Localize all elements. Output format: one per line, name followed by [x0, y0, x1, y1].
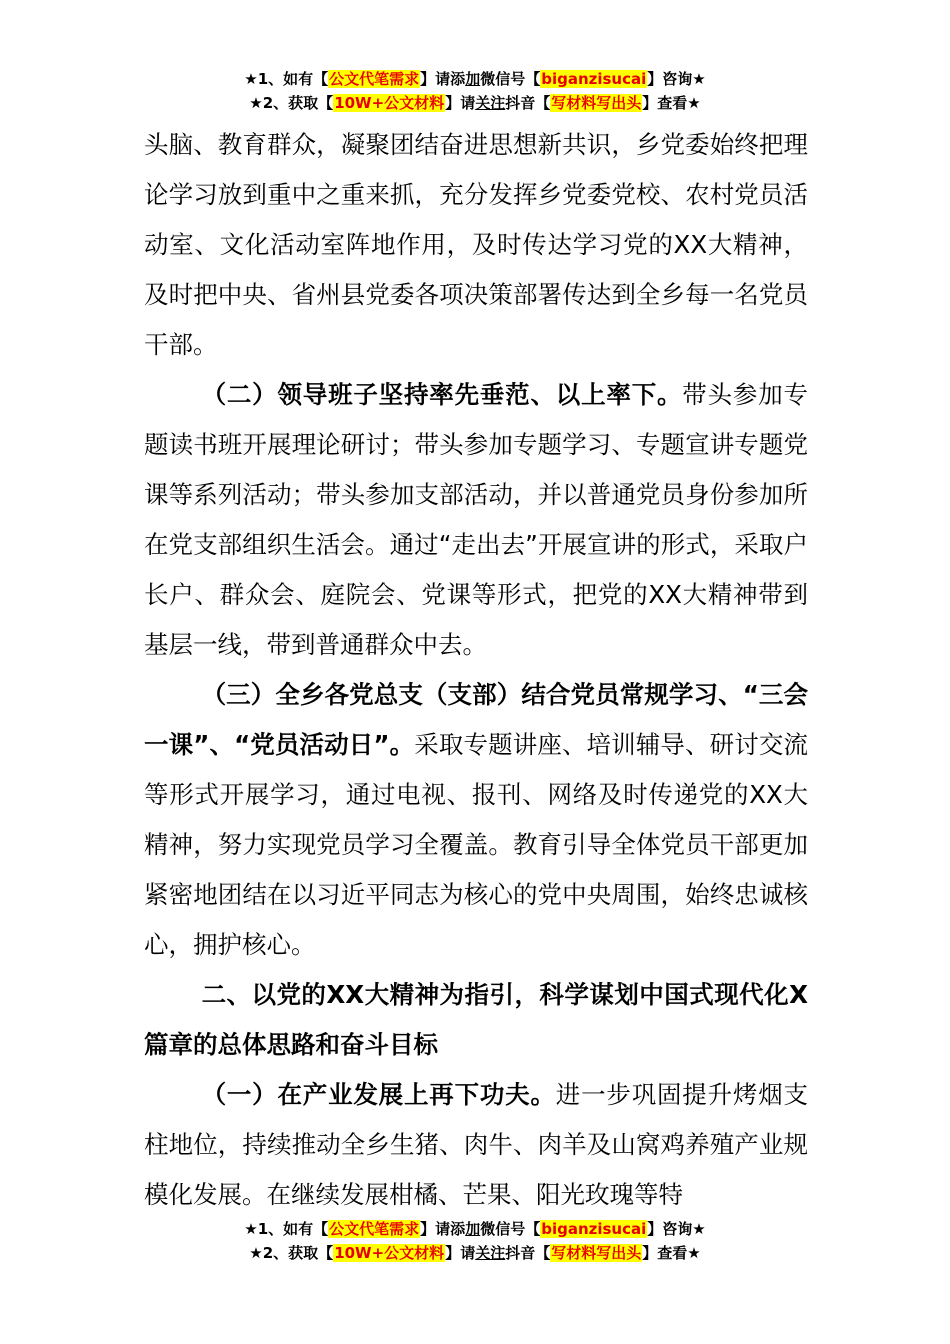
- banner-line-2: [0, 1242, 950, 1266]
- banner-text: 】咨询★: [647, 70, 706, 88]
- highlight-service: 公文代笔需求: [329, 1220, 420, 1238]
- banner-text: 】请: [445, 94, 476, 112]
- highlight-douyin: 写材料写出头: [551, 94, 642, 112]
- banner-text: 】咨询★: [647, 1220, 706, 1238]
- banner-text: 抖音【: [505, 1244, 551, 1262]
- highlight-wechat-id: biganzisucai: [541, 1220, 647, 1238]
- paragraph-text: 进一步巩固提升烤烟支柱地位，持续推动全乡生猪、肉牛、肉羊及山窝鸡养殖产业规模化发展。在继续发展柑橘、芒果、阳光玫瑰等特: [144, 1080, 809, 1209]
- underlined-text: 关注: [475, 94, 506, 112]
- paragraph-heading: （一）在产业发展上再下功夫。: [201, 1080, 556, 1109]
- banner-text: 】请添: [420, 1220, 466, 1238]
- banner-text: 】请添: [420, 70, 466, 88]
- banner-text: ★1、如有【: [244, 1220, 329, 1238]
- banner-text: ★1、如有【: [244, 70, 329, 88]
- banner-text: 微信号【: [480, 1220, 541, 1238]
- highlight-materials: 10W+公文材料: [334, 1244, 445, 1262]
- banner-text: 微信号【: [480, 70, 541, 88]
- banner-line-1: [0, 68, 950, 92]
- banner-text: 抖音【: [505, 94, 551, 112]
- banner-text: 】请: [445, 1244, 476, 1262]
- footer-banner: [0, 1218, 950, 1266]
- highlight-service: 公文代笔需求: [329, 70, 420, 88]
- paragraph-text: 采取专题讲座、培训辅导、研讨交流等形式开展学习，通过电视、报刊、网络及时传递党的XX大精神，努力实现党员学习全覆盖。教育引导全体党员干部更加紧密地团结在以习近平同志为核心的党中央周围，始终忠诚核心，拥护核心。: [144, 730, 809, 959]
- header-banner: [0, 68, 950, 116]
- paragraph: 头脑、教育群众，凝聚团结奋进思想新共识，乡党委始终把理论学习放到重中之重来抓，充分发挥乡党委党校、农村党员活动室、文化活动室阵地作用，及时传达学习党的XX大精神，及时把中央、省州县党委各项决策部署传达到全乡每一名党员干部。: [144, 130, 808, 359]
- highlight-douyin: 写材料写出头: [551, 1244, 642, 1262]
- banner-text: 】查看★: [642, 1244, 701, 1262]
- paragraph: [144, 1070, 808, 1220]
- paragraph: [144, 370, 808, 670]
- banner-text: ★2、获取【: [249, 94, 334, 112]
- paragraph-heading: （三）全乡各党总支（支部）结合党员常规学习、“三会一课”、“党员活动日”。: [144, 680, 808, 759]
- underlined-text: 加: [465, 70, 481, 88]
- underlined-text: 加: [465, 1220, 481, 1238]
- paragraph-heading: （二）领导班子坚持率先垂范、以上率下。: [201, 380, 683, 409]
- banner-text: 】查看★: [642, 94, 701, 112]
- document-body: [144, 120, 808, 1220]
- banner-text: ★2、获取【: [249, 1244, 334, 1262]
- banner-line-1: [0, 1218, 950, 1242]
- highlight-materials: 10W+公文材料: [334, 94, 445, 112]
- paragraph-text: 带头参加专题读书班开展理论研讨；带头参加专题学习、专题宣讲专题党课等系列活动；带头参加支部活动，并以普通党员身份参加所在党支部组织生活会。通过“走出去”开展宣讲的形式，采取户长户、群众会、庭院会、党课等形式，把党的XX大精神带到基层一线，带到普通群众中去。: [144, 380, 809, 659]
- underlined-text: 关注: [475, 1244, 506, 1262]
- paragraph: [144, 670, 808, 970]
- highlight-wechat-id: biganzisucai: [541, 70, 647, 88]
- section-heading: 二、以党的XX大精神为指引，科学谋划中国式现代化X篇章的总体思路和奋斗目标: [144, 980, 808, 1059]
- banner-line-2: [0, 92, 950, 116]
